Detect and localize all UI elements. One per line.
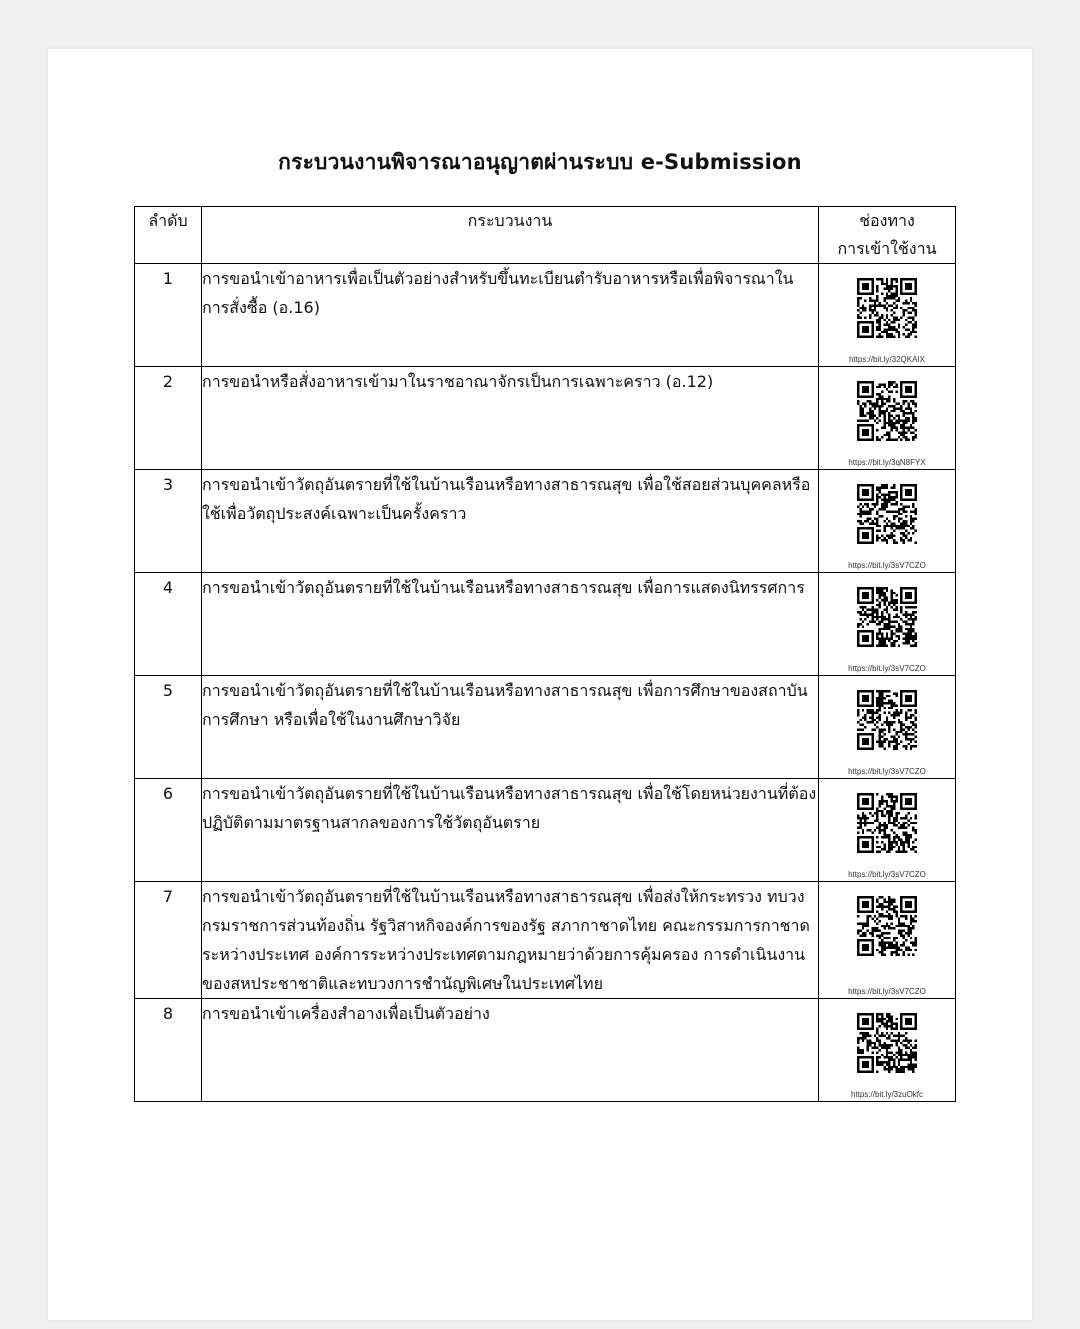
row-number: 4 bbox=[135, 573, 202, 676]
table-row bbox=[135, 882, 956, 999]
row-channel bbox=[819, 264, 956, 367]
qr-code-icon[interactable] bbox=[857, 690, 917, 750]
short-link[interactable]: https://bit.ly/3sV7CZO bbox=[848, 767, 926, 776]
short-link[interactable]: https://bit.ly/3qN8FYX bbox=[848, 458, 926, 467]
short-link[interactable]: https://bit.ly/3sV7CZO bbox=[848, 987, 926, 996]
qr-code-icon[interactable] bbox=[857, 278, 917, 338]
row-process: การขอนำเข้าวัตถุอันตรายที่ใช้ในบ้านเรือนหรือทางสาธารณสุข เพื่อการแสดงนิทรรศการ bbox=[202, 573, 819, 676]
row-number: 2 bbox=[135, 367, 202, 470]
row-channel bbox=[819, 470, 956, 573]
row-number: 6 bbox=[135, 779, 202, 882]
qr-code-icon[interactable] bbox=[857, 1013, 917, 1073]
row-channel bbox=[819, 676, 956, 779]
row-process: การขอนำเข้าวัตถุอันตรายที่ใช้ในบ้านเรือนหรือทางสาธารณสุข เพื่อใช้สอยส่วนบุคคลหรือใช้เพื่อวัตถุประสงค์เฉพาะเป็นครั้งคราว bbox=[202, 470, 819, 573]
table-header-row bbox=[135, 207, 956, 264]
table-row bbox=[135, 999, 956, 1102]
header-no: ลำดับ bbox=[135, 207, 202, 264]
row-number: 5 bbox=[135, 676, 202, 779]
table-row bbox=[135, 573, 956, 676]
row-number: 3 bbox=[135, 470, 202, 573]
short-link[interactable]: https://bit.ly/3sV7CZO bbox=[848, 664, 926, 673]
row-channel bbox=[819, 999, 956, 1102]
row-channel bbox=[819, 573, 956, 676]
row-channel bbox=[819, 882, 956, 999]
row-number: 1 bbox=[135, 264, 202, 367]
process-table bbox=[134, 206, 956, 1102]
row-process: การขอนำเข้าวัตถุอันตรายที่ใช้ในบ้านเรือนหรือทางสาธารณสุข เพื่อใช้โดยหน่วยงานที่ต้องปฏิบัติตามมาตรฐานสากลของการใช้วัตถุอันตราย bbox=[202, 779, 819, 882]
row-number: 8 bbox=[135, 999, 202, 1102]
header-channel-line2: การเข้าใช้งาน bbox=[837, 239, 937, 258]
qr-code-icon[interactable] bbox=[857, 793, 917, 853]
row-number: 7 bbox=[135, 882, 202, 999]
row-process: การขอนำเข้าเครื่องสำอางเพื่อเป็นตัวอย่าง bbox=[202, 999, 819, 1102]
qr-code-icon[interactable] bbox=[857, 896, 917, 956]
row-process: การขอนำเข้าวัตถุอันตรายที่ใช้ในบ้านเรือนหรือทางสาธารณสุข เพื่อส่งให้กระทรวง ทบวง กรมราชการส่วนท้องถิ่น รัฐวิสาหกิจองค์การของรัฐ สภากาชาดไทย คณะกรรมการกาชาดระหว่างประเทศ องค์การระหว่างประเทศตามกฎหมายว่าด้วยการคุ้มครอง การดำเนินงานของสหประชาชาติและทบวงการชำนัญพิเศษในประเทศไทย bbox=[202, 882, 819, 999]
table-row bbox=[135, 779, 956, 882]
table-row bbox=[135, 470, 956, 573]
short-link[interactable]: https://bit.ly/3sV7CZO bbox=[848, 870, 926, 879]
short-link[interactable]: https://bit.ly/3zuOkfc bbox=[850, 1090, 924, 1099]
row-channel bbox=[819, 367, 956, 470]
table-row bbox=[135, 264, 956, 367]
qr-code-icon[interactable] bbox=[857, 587, 917, 647]
row-process: การขอนำเข้าอาหารเพื่อเป็นตัวอย่างสำหรับขึ้นทะเบียนตำรับอาหารหรือเพื่อพิจารณาในการสั่งซื้อ (อ.16) bbox=[202, 264, 819, 367]
page-title: กระบวนงานพิจารณาอนุญาตผ่านระบบ e-Submission bbox=[278, 150, 802, 174]
table-row bbox=[135, 676, 956, 779]
row-channel bbox=[819, 779, 956, 882]
short-link[interactable]: https://bit.ly/32QKAIX bbox=[848, 355, 926, 364]
header-channel-line1: ช่องทาง bbox=[859, 211, 915, 230]
table-row bbox=[135, 367, 956, 470]
qr-code-icon[interactable] bbox=[857, 484, 917, 544]
row-process: การขอนำเข้าวัตถุอันตรายที่ใช้ในบ้านเรือนหรือทางสาธารณสุข เพื่อการศึกษาของสถาบันการศึกษา หรือเพื่อใช้ในงานศึกษาวิจัย bbox=[202, 676, 819, 779]
short-link[interactable]: https://bit.ly/3sV7CZO bbox=[848, 561, 926, 570]
header-process: กระบวนงาน bbox=[202, 207, 819, 264]
qr-code-icon[interactable] bbox=[857, 381, 917, 441]
header-channel bbox=[819, 207, 956, 264]
row-process: การขอนำหรือสั่งอาหารเข้ามาในราชอาณาจักรเป็นการเฉพาะคราว (อ.12) bbox=[202, 367, 819, 470]
